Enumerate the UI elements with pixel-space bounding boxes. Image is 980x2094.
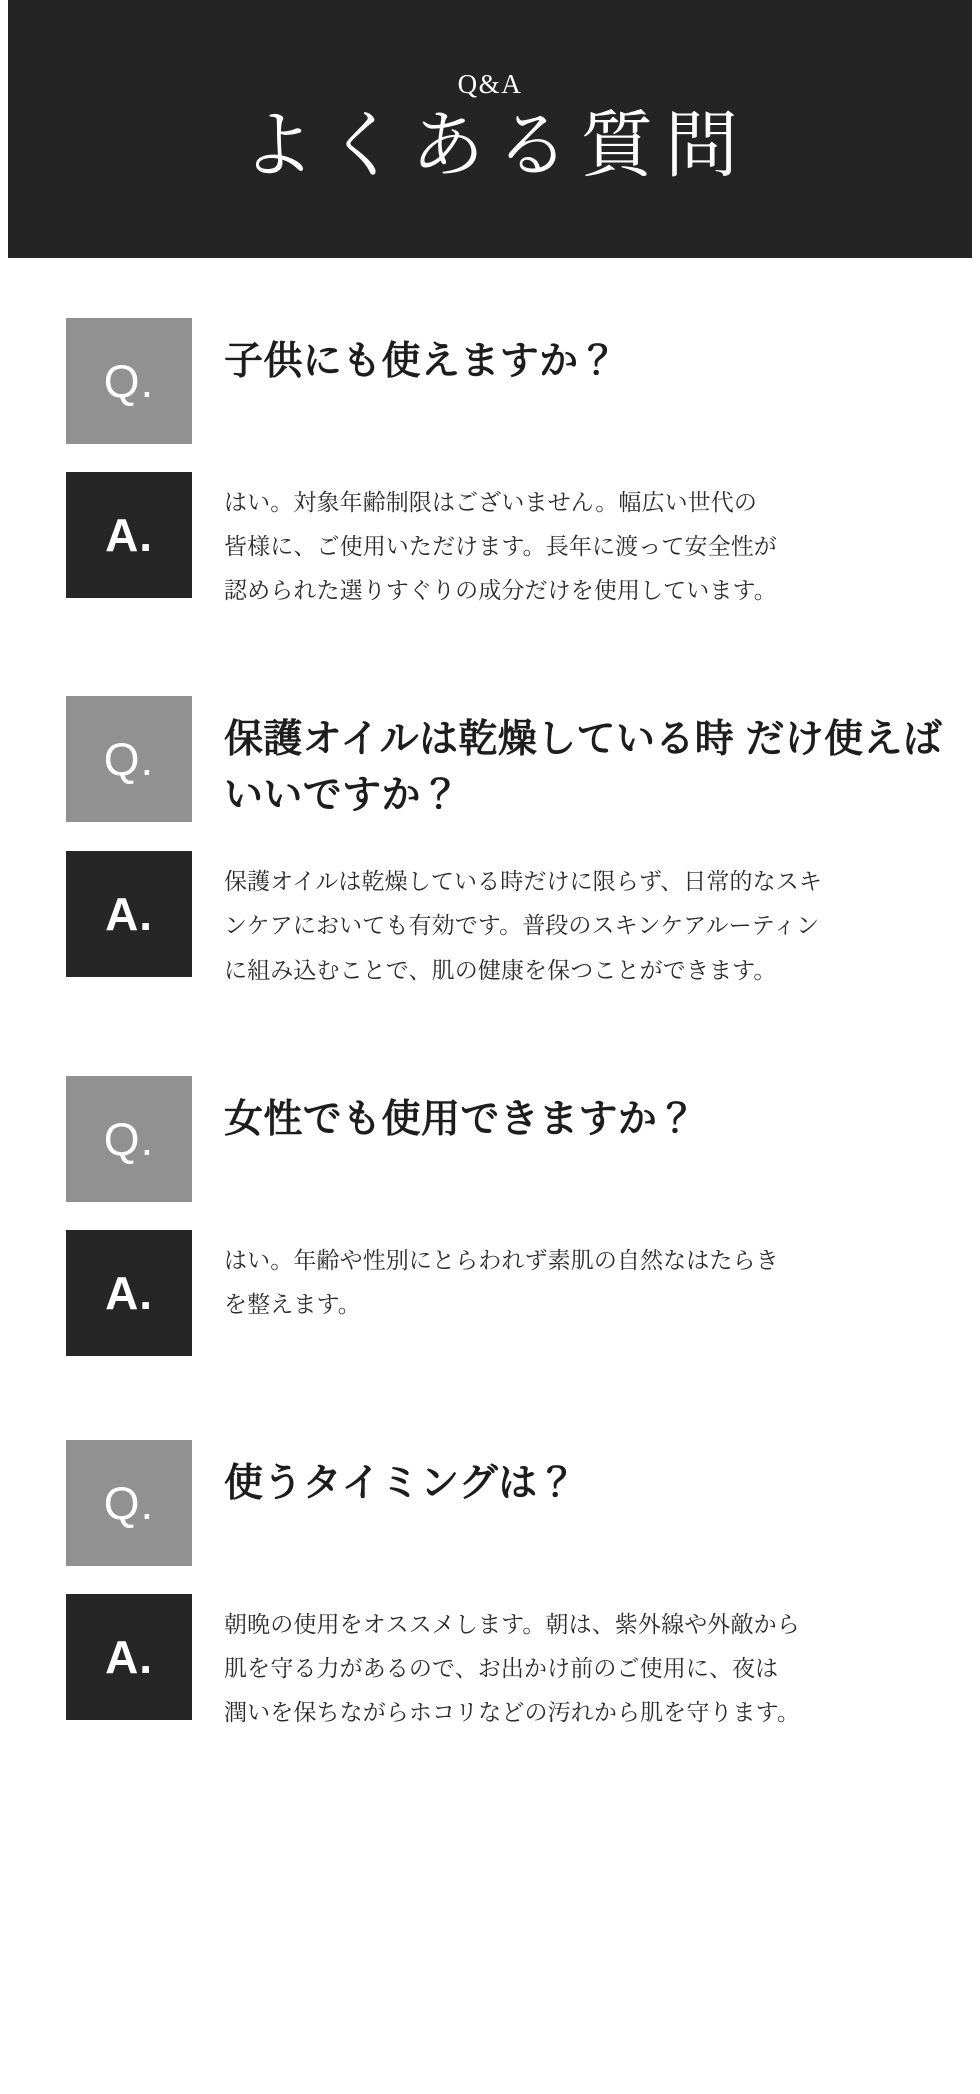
page-title: よくある質問 bbox=[241, 104, 750, 186]
answer-badge: A. bbox=[66, 1230, 192, 1356]
faq-answer bbox=[0, 1230, 980, 1356]
question-badge: Q. bbox=[66, 318, 192, 444]
answer-badge: A. bbox=[66, 472, 192, 598]
faq-item bbox=[0, 1076, 980, 1356]
answer-line: はい。年齢や性別にとらわれず素肌の自然なはたらき bbox=[224, 1246, 779, 1273]
faq-item bbox=[0, 696, 980, 991]
answer-line: 皆様に、ご使用いただけます。長年に渡って安全性が bbox=[224, 533, 777, 560]
faq-item bbox=[0, 318, 980, 612]
faq-question bbox=[0, 1440, 980, 1566]
faq-item bbox=[0, 1440, 980, 1734]
question-text bbox=[224, 318, 618, 389]
answer-badge: A. bbox=[66, 1594, 192, 1720]
header-eyebrow: Q&A bbox=[457, 68, 523, 99]
answer-line: 保護オイルは乾燥している時だけに限らず、日常的なスキ bbox=[224, 868, 822, 895]
faq-question bbox=[0, 318, 980, 444]
question-line: 女性でも使用できますか？ bbox=[224, 1097, 697, 1141]
question-text bbox=[224, 696, 964, 823]
answer-text bbox=[224, 851, 822, 991]
answer-line: ンケアにおいても有効です。普段のスキンケアルーティン bbox=[224, 912, 820, 939]
answer-text bbox=[224, 1230, 779, 1326]
question-line: 子供にも使えますか？ bbox=[224, 340, 618, 383]
faq-question bbox=[0, 1076, 980, 1202]
page-header bbox=[8, 0, 972, 258]
question-line: 使うタイミングは？ bbox=[224, 1461, 577, 1505]
faq-answer bbox=[0, 1594, 980, 1734]
question-badge: Q. bbox=[66, 696, 192, 822]
answer-line: はい。対象年齢制限はございません。幅広い世代の bbox=[224, 489, 758, 515]
answer-line: 朝晩の使用をオススメします。朝は、紫外線や外敵から bbox=[224, 1610, 800, 1637]
answer-line: 潤いを保ちながらホコリなどの汚れから肌を守ります。 bbox=[224, 1699, 801, 1725]
faq-question bbox=[0, 696, 980, 823]
answer-text bbox=[224, 472, 777, 612]
faq-list bbox=[0, 258, 980, 1774]
answer-line: に組み込むことで、肌の健康を保つことができます。 bbox=[224, 956, 777, 983]
question-badge: Q. bbox=[66, 1076, 192, 1202]
question-text bbox=[224, 1440, 577, 1511]
answer-line: を整えます。 bbox=[224, 1290, 361, 1317]
question-badge: Q. bbox=[66, 1440, 192, 1566]
question-text bbox=[224, 1076, 697, 1147]
faq-answer bbox=[0, 472, 980, 612]
faq-answer bbox=[0, 851, 980, 991]
answer-text bbox=[224, 1594, 800, 1734]
answer-line: 認められた選りすぐりの成分だけを使用しています。 bbox=[224, 577, 777, 604]
question-line: 保護オイルは乾燥している時 bbox=[224, 718, 735, 762]
question-line: だけ使えばいいですか？ bbox=[224, 718, 943, 817]
answer-line: 肌を守る力があるので、お出かけ前のご使用に、夜は bbox=[224, 1654, 779, 1681]
answer-badge: A. bbox=[66, 851, 192, 977]
